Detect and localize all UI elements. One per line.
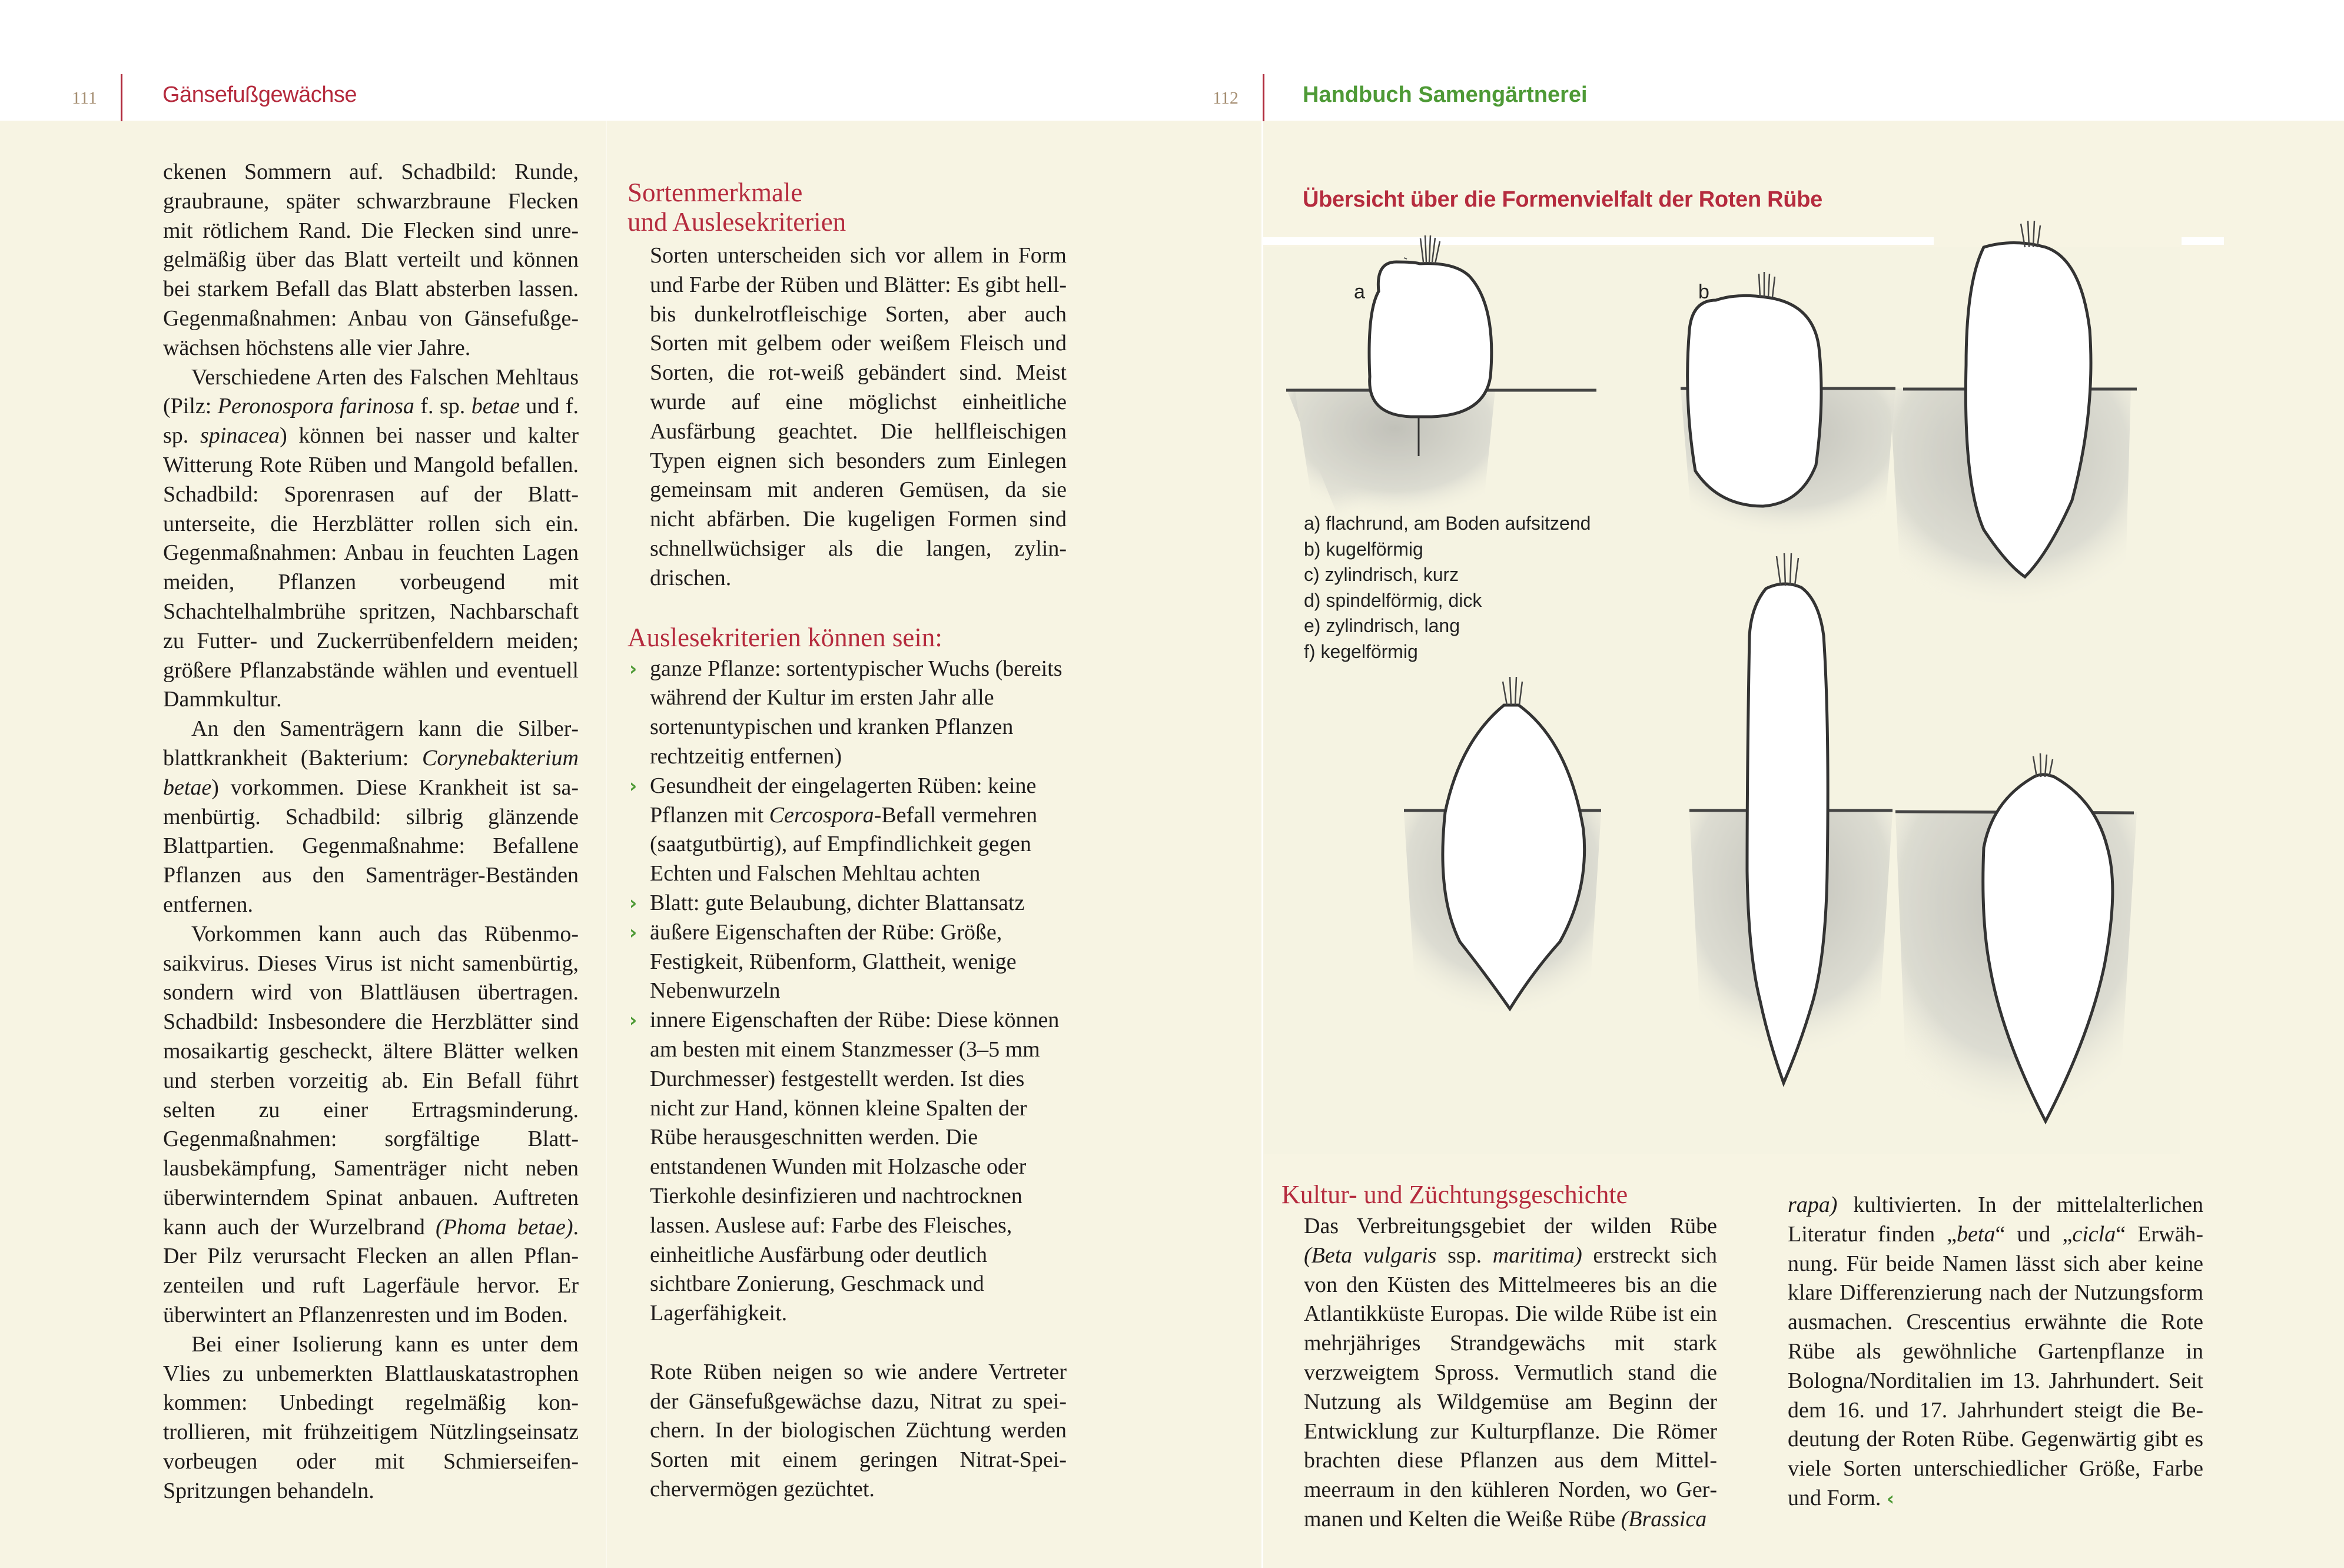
legend-item: c) zylindrisch, kurz [1304,564,1459,585]
page-number-right: 112 [1213,88,1239,108]
nitrat-paragraph: Rote Rüben neigen so wie andere Vertreter der Gänsefußgewächse dazu, Nitrat zu speichern. In der biologischen Züchtung werden Sorten mit einem geringen Nitrat-Speichervermögen gezüchtet. [650,1359,1067,1502]
section-title-sortenmerkmale: Sortenmerkmale und Auslesekriterien [627,178,846,237]
figure-label-b: b [1698,281,1709,303]
legend-item: a) flachrund, am Boden aufsitzend [1304,513,1591,534]
chevron-right-icon: › [629,921,638,944]
page-number-left: 111 [72,88,97,108]
legend-item: d) spindelförmig, dick [1304,589,1482,611]
text-column-3 [1281,1180,1717,1534]
paragraph: Bei einer Isolierung kann es unter dem Vlies zu unbemerkten Blattlauskatastrophen kommen: Unbedingt regelmäßig kontrollieren, mit frühzeitigem Nützlingseinsatz vorbeugen oder mit Schmierseifen-Spritzungen behandeln. [163,1331,579,1503]
chevron-right-icon: › [629,1009,638,1032]
criteria-text: ganze Pflanze: sortentypischer Wuchs (bereits während der Kultur im ersten Jahr alle sortenuntypischen und kranken Pflanzen rechtzeitig entfernen) [650,656,1063,769]
kulturgeschichte-paragraph: Das Verbreitungsgebiet der wilden Rübe (Beta vulgaris ssp. maritima) erstreckt sich von den Küsten des Mittelmeeres bis an die Atlantikküste Europas. Die wilde Rübe ist ein mehrjähriges Strandgewächs mit stark verzweigtem Spross. Vermutlich stand die Nutzung als Wildgemüse am Beginn der Entwicklung zur Kulturpflanze. Die Römer brachten diese Pflanzen aus dem Mittelmeerraum in den kühleren Norden, wo Germanen und Kelten die Weiße Rübe (Brassica [1304,1214,1718,1532]
figure-label-a: a [1354,281,1365,303]
chevron-right-icon: › [629,657,638,680]
legend-item: b) kugelförmig [1304,538,1423,560]
chevron-right-icon: › [629,774,638,797]
criteria-text: Blatt: gute Belaubung, dichter Blattansatz [650,890,1025,915]
sortenmerkmale-paragraph: Sorten unterscheiden sich vor allem in Form und Farbe der Rüben und Blätter: Es gibt hell- bis dunkelrotfleischige Sorten, aber auch Sorten mit gelbem oder weißem Fleisch und Sorten, die rot-weiß gebändert sind. Meist wurde auf eine möglichst einheitliche Ausfärbung geachtet. Die hellfleischigen Typen eignen sich besonders zum Einlegen gemeinsam mit anderen Gemüsen, da sie nicht abfärben. Die kugeligen Formen sind schnellwüchsiger als die langen, zylindrischen. [650,243,1067,590]
beet-b-globe [1688,272,1821,506]
section-title-auslesekriterien: Auslesekriterien können sein: [627,622,942,652]
criteria-text: Gesundheit der eingelagerten Rüben: keine Pflanzen mit Cercospora-Befall vermehren (saatgutbürtig), auf Empfindlichkeit gegen Echten und Falschen Mehltau achten [650,773,1038,886]
paragraph: An den Samenträgern kann die Silberblattkrankheit (Bakterium: Corynebakterium betae) vorkommen. Diese Krankheit ist samenbürtig. Schadbild: silbrig glänzende Blattpartien. Gegenmaßnahme: Befallene Pflanzen aus den Samenträger-Beständen entfernen. [163,716,579,917]
figure-legend [1304,511,1591,665]
paragraph: Vorkommen kann auch das Rübenmosaikvirus. Dieses Virus ist nicht samenbürtig, sondern wird von Blattläusen übertragen. Schadbild: Insbesondere die Herzblätter sind mosaikartig gescheckt, ältere Blätter welken und sterben vorzeitig ab. Ein Befall führt selten zu einer Ertragsminderung. Gegenmaßnahmen: sorgfältige Blattlausbekämpfung, Samenträger nicht neben überwinterndem Spinat anbauen. Auftreten kann auch der Wurzelbrand (Phoma betae). Der Pilz verursacht Flecken an allen Pflanzenteilen und ruft Lagerfäule hervor. Er überwintert an Pflanzenresten und im Boden. [163,921,579,1328]
legend-item: e) zylindrisch, lang [1304,615,1460,636]
paragraph: ckenen Sommern auf. Schadbild: Runde, graubraune, später schwarzbraune Flecken mit rötlichem Rand. Die Flecken sind unregelmäßig über das Blatt verteilt und können bei starkem Befall das Blatt absterben lassen. Gegenmaßnahmen: Anbau von Gänsefußgewächsen höchstens alle vier Jahre. [163,160,579,360]
criteria-text: äußere Eigenschaften der Rübe: Größe, Festigkeit, Rübenform, Glattheit, wenige Nebenwurzeln [650,919,1017,1004]
legend-item: f) kegelförmig [1304,640,1418,662]
section-title-kulturgeschichte: Kultur- und Züchtungsgeschichte [1281,1180,1628,1209]
chevron-left-end-icon: ‹ [1886,1487,1895,1510]
kulturgeschichte-continuation: rapa) kultivierten. In der mittelalterlichen Literatur finden „beta“ und „cicla“ Erwähnung. Für beide Namen lässt sich aber keine klare Differenzierung nach der Nutzungsform ausmachen. Crescentius erwähnte die Rote Rübe als gewöhnliche Gartenpflanze in Bologna/Norditalien im 13. Jahrhundert. Seit dem 16. und 17. Jahrhundert steigt die Bedeutung der Roten Rübe. Gegenwärtig gibt es viele Sorten unterschiedlicher Größe, Farbe und Form. ‹ [1788,1192,2203,1510]
paragraph: Verschiedene Arten des Falschen Mehltaus (Pilz: Peronospora farinosa f. sp. betae und f. sp. spinacea) können bei nasser und kalter Witterung Rote Rüben und Mangold befallen. Schadbild: Sporenrasen auf der Blattunterseite, die Herzblätter rollen sich ein. Gegenmaßnahmen: Anbau in feuchten Lagen meiden, Pflanzen vorbeugend mit Schachtelhalmbrühe spritzen, Nachbarschaft zu Futter- und Zuckerrübenfeldern meiden; größere Pflanzabstände wählen und eventuell Dammkultur. [163,364,579,712]
figure-title: Übersicht über die Formenvielfalt der Roten Rübe [1303,187,1822,212]
criteria-text: innere Eigenschaften der Rübe: Diese können am besten mit einem Stanzmesser (3–5 mm Durchmesser) festgestellt werden. Ist dies nicht zur Hand, können kleine Spalten der Rübe herausgeschnitten werden. Die entstandenen Wunden mit Holzasche oder Tierkohle desinfizieren und nachtrocknen lassen. Auslese auf: Farbe des Fleisches, einheitliche Ausfärbung oder deutlich sichtbare Zonierung, Geschmack und Lagerfähigkeit. [650,1008,1060,1326]
chevron-right-icon: › [629,891,638,914]
running-head-right: Handbuch Samengärtnerei [1303,82,1588,107]
running-head-left: Gänsefußgewächse [162,82,357,107]
text-column-4 [1788,1191,2203,1514]
